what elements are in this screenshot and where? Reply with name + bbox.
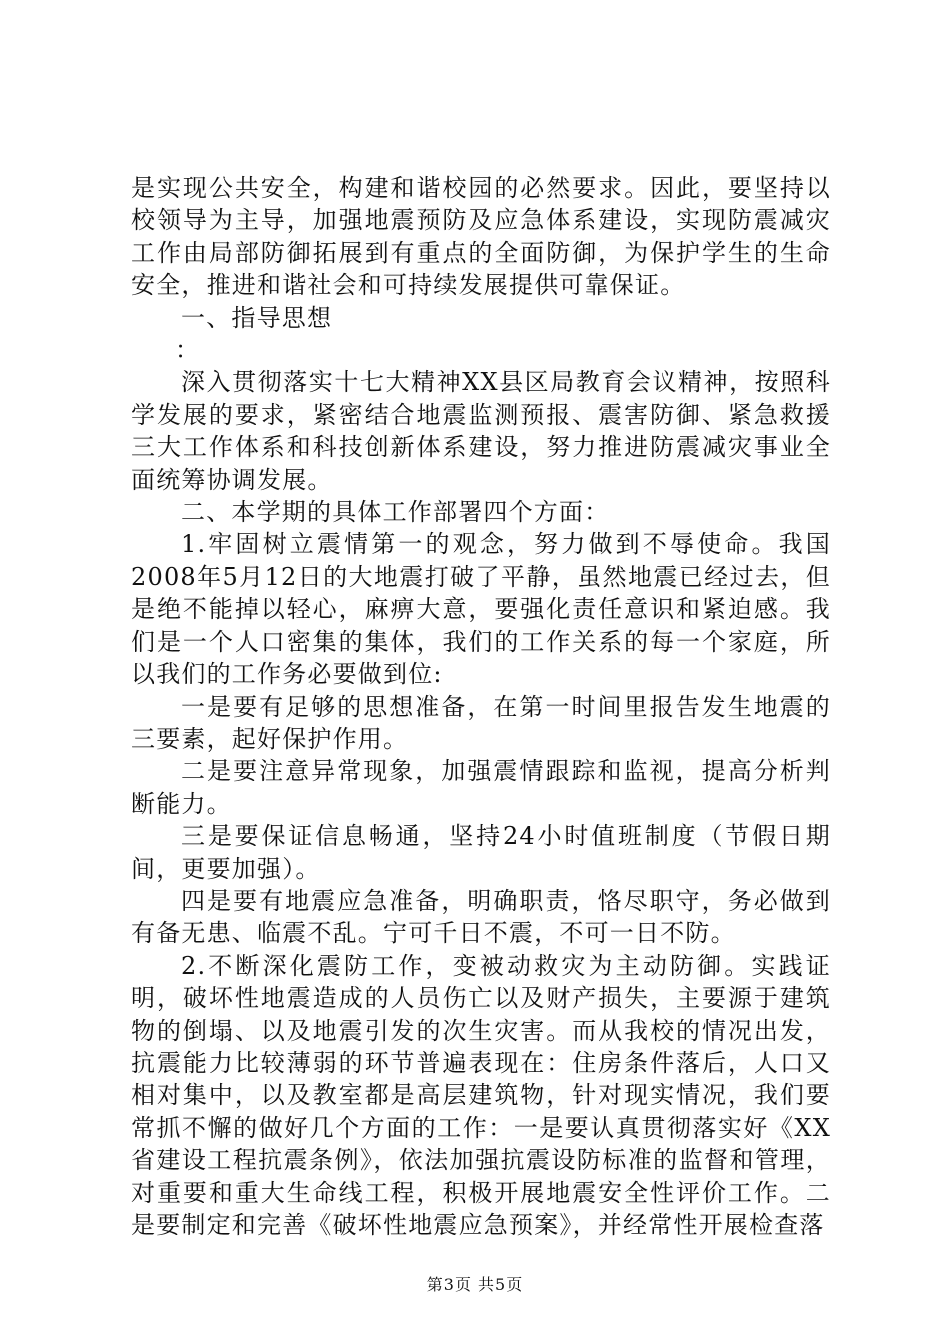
heading-guiding-ideology: 一、指导思想 (181, 303, 333, 332)
paragraph-intro: 是实现公共安全，构建和谐校园的必然要求。因此，要坚持以校领导为主导，加强地震预防及应急体系建设，实现防震减灾工作由局部防御拓展到有重点的全面防御，为保护学生的生命安全，推进和谐社会和可持续发展提供可靠保证。 (131, 174, 831, 300)
paragraph-item-1: 1.牢固树立震情第一的观念，努力做到不辱使命。我国2008年5月12日的大地震打破了平静，虽然地震已经过去，但是绝不能掉以轻心，麻痹大意，要强化责任意识和紧迫感。我们是一个人口密集的集体，我们的工作关系的每一个家庭，所以我们的工作务必要做到位: (131, 530, 831, 689)
page-footer: 第3页 共5页 (426, 1275, 524, 1294)
body-text (131, 172, 831, 1241)
colon-line: ： (175, 336, 201, 365)
paragraph-point-2: 二是要注意异常现象，加强震情跟踪和监视，提高分析判断能力。 (131, 757, 831, 818)
paragraph-item-2: 2.不断深化震防工作，变被动救灾为主动防御。实践证明，破坏性地震造成的人员伤亡以及财产损失，主要源于建筑物的倒塌、以及地震引发的次生灾害。而从我校的情况出发，抗震能力比较薄弱的环节普遍表现在：住房条件落后，人口又相对集中，以及教室都是高层建筑物，针对现实情况，我们要常抓不懈的做好几个方面的工作：一是要认真贯彻落实好《XX省建设工程抗震条例》，依法加强抗震设防标准的监督和管理，对重要和重大生命线工程，积极开展地震安全性评价工作。二是要制定和完善《破坏性地震应急预案》，并经常性开展检查落 (131, 951, 831, 1239)
paragraph-point-1: 一是要有足够的思想准备，在第一时间里报告发生地震的三要素，起好保护作用。 (131, 692, 831, 753)
paragraph-guiding-ideology: 深入贯彻落实十七大精神XX县区局教育会议精神，按照科学发展的要求，紧密结合地震监测预报、震害防御、紧急救援三大工作体系和科技创新体系建设，努力推进防震减灾事业全面统筹协调发展。 (131, 368, 831, 494)
paragraph-point-3: 三是要保证信息畅通，坚持24小时值班制度（节假日期间，更要加强）。 (131, 822, 831, 883)
heading-work-plan: 二、本学期的具体工作部署四个方面： (181, 498, 610, 527)
paragraph-point-4: 四是要有地震应急准备，明确职责，恪尽职守，务必做到有备无患、临震不乱。宁可千日不震，不可一日不防。 (131, 886, 831, 948)
